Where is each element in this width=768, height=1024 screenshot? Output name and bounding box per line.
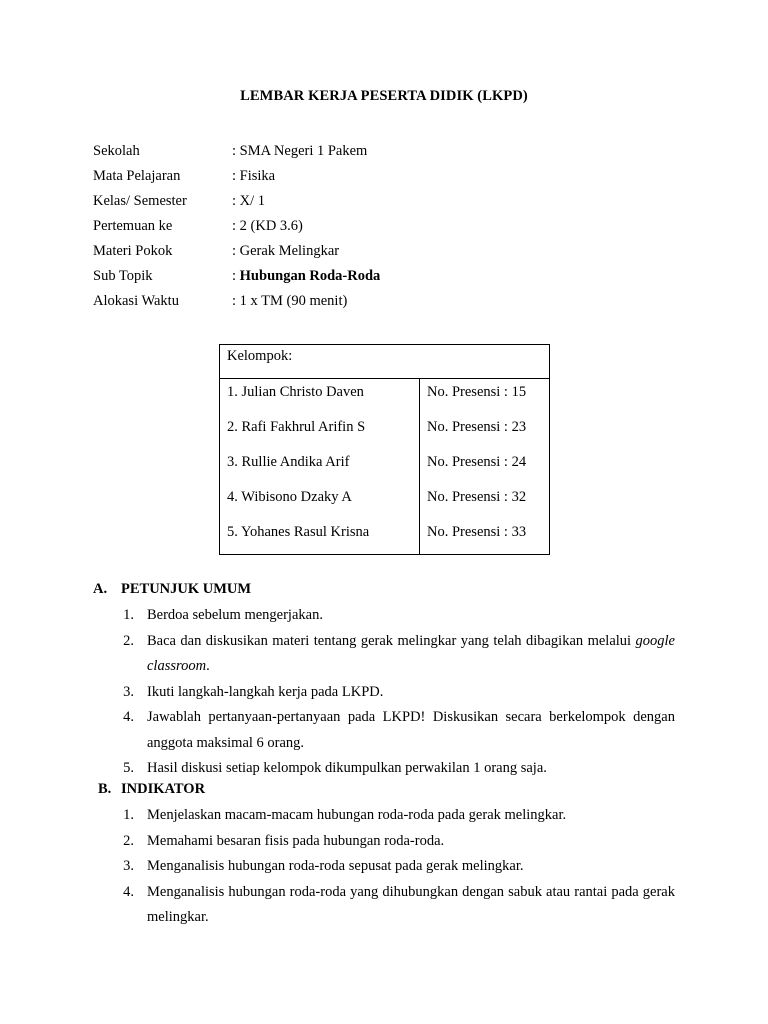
petunjuk-list: [93, 603, 675, 782]
info-value: : 1 x TM (90 menit): [232, 293, 348, 309]
list-text: Jawablah pertanyaan-pertanyaan pada LKPD! Diskusikan secara berkelompok dengan anggota maksimal 6 orang.: [147, 709, 675, 751]
list-number: 4.: [123, 709, 134, 725]
group-body: [220, 379, 549, 554]
list-item: [93, 880, 675, 931]
list-number: 4.: [123, 883, 134, 900]
info-label: Kelas/ Semester: [93, 193, 187, 209]
list-text: Memahami besaran fisis pada hubungan roda-roda.: [147, 832, 445, 849]
list-item: [93, 829, 675, 855]
member-name: 4. Wibisono Dzaky A: [227, 489, 352, 505]
list-text: Ikuti langkah-langkah kerja pada LKPD.: [147, 683, 384, 700]
list-item: [93, 854, 675, 880]
list-number: 2.: [123, 832, 134, 849]
list-number: 1.: [123, 607, 134, 623]
info-label: Alokasi Waktu: [93, 293, 179, 309]
info-row-sekolah: [93, 141, 380, 166]
list-text: Berdoa sebelum mengerjakan.: [147, 607, 323, 623]
info-value: : SMA Negeri 1 Pakem: [232, 143, 368, 159]
list-text-main: Baca dan diskusikan materi tentang gerak melingkar yang telah dibagikan melalui: [147, 632, 632, 649]
list-text-after: .: [206, 658, 210, 674]
list-text: Menganalisis hubungan roda-roda sepusat pada gerak melingkar.: [147, 858, 524, 874]
list-item: [93, 705, 675, 756]
member-names-column: [220, 379, 420, 554]
list-text: [147, 629, 675, 680]
info-label: Mata Pelajaran: [93, 168, 181, 184]
section-indikator: [93, 778, 675, 931]
info-value: : 2 (KD 3.6): [232, 218, 303, 234]
member-presensi: No. Presensi : 32: [427, 489, 527, 505]
info-row-sub-topik: [93, 266, 380, 291]
list-item: [93, 603, 675, 629]
info-label: Materi Pokok: [93, 243, 173, 259]
list-text: Hasil diskusi setiap kelompok dikumpulkan perwakilan 1 orang saja.: [147, 760, 547, 776]
section-petunjuk-umum: [93, 578, 675, 782]
member-presensi: No. Presensi : 15: [427, 384, 527, 400]
section-heading: [93, 578, 675, 603]
info-row-kelas-semester: [93, 191, 380, 216]
list-number: 1.: [123, 807, 134, 823]
member-presensi-column: [420, 379, 549, 554]
info-label: Pertemuan ke: [93, 218, 173, 234]
list-item: [93, 803, 675, 829]
indikator-list: [93, 803, 675, 931]
list-number: 3.: [123, 683, 134, 700]
list-item: [93, 629, 675, 680]
info-value: : Gerak Melingkar: [232, 243, 340, 259]
info-label: Sekolah: [93, 143, 140, 159]
list-number: 5.: [123, 760, 134, 776]
member-name: 2. Rafi Fakhrul Arifin S: [227, 419, 366, 435]
section-heading: [93, 778, 675, 803]
info-row-mata-pelajaran: [93, 166, 380, 191]
list-text: Menjelaskan macam-macam hubungan roda-roda pada gerak melingkar.: [147, 807, 567, 823]
info-value: : X/ 1: [232, 193, 266, 209]
group-table: [219, 344, 550, 555]
info-value: Hubungan Roda-Roda: [239, 268, 381, 284]
info-row-pertemuan: [93, 216, 380, 241]
info-value: : Fisika: [232, 168, 276, 184]
section-title: INDIKATOR: [121, 781, 206, 797]
section-title: PETUNJUK UMUM: [121, 581, 252, 597]
list-text-italic: google classroom: [147, 632, 675, 674]
group-header: Kelompok:: [220, 345, 549, 379]
info-label: Sub Topik: [93, 268, 153, 284]
member-name: 3. Rullie Andika Arif: [227, 454, 350, 470]
list-text: Menganalisis hubungan roda-roda yang dihubungkan dengan sabuk atau rantai pada gerak melingkar.: [147, 883, 675, 925]
document-title: LEMBAR KERJA PESERTA DIDIK (LKPD): [240, 88, 528, 104]
info-block: [93, 141, 380, 316]
member-name: 1. Julian Christo Daven: [227, 384, 364, 400]
section-letter: A.: [93, 581, 108, 597]
info-row-alokasi-waktu: [93, 291, 380, 316]
info-value-prefix: :: [232, 268, 240, 284]
section-letter: B.: [98, 781, 112, 797]
member-presensi: No. Presensi : 24: [427, 454, 527, 470]
info-row-materi-pokok: [93, 241, 380, 266]
list-number: 2.: [123, 632, 134, 649]
list-item: [93, 680, 675, 706]
member-presensi: No. Presensi : 23: [427, 419, 527, 435]
member-presensi: No. Presensi : 33: [427, 524, 527, 540]
list-number: 3.: [123, 858, 134, 874]
member-name: 5. Yohanes Rasul Krisna: [227, 524, 370, 540]
